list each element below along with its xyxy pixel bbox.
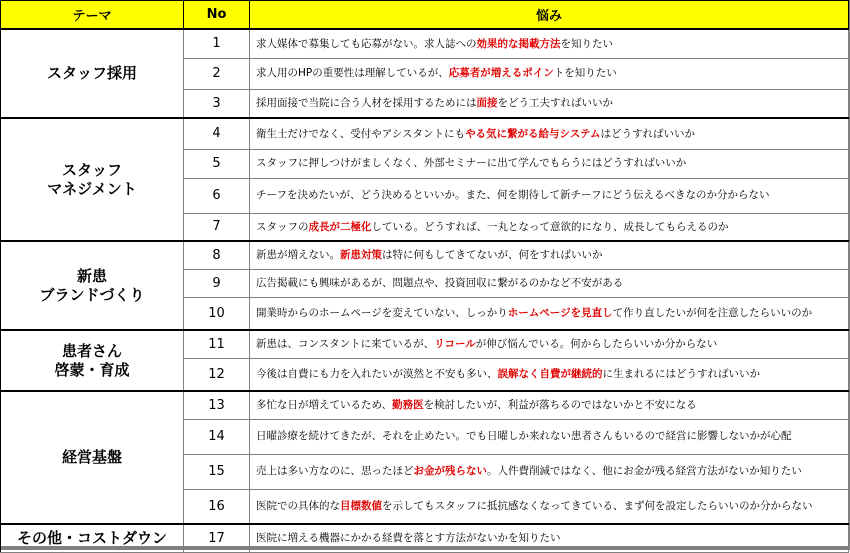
row-number: 4 <box>184 118 250 149</box>
highlight-text: 成長が二極化 <box>308 220 372 233</box>
concern-text-segment: 医院に増える機器にかかる経費を落とす方法がないかを知りたい <box>256 532 561 544</box>
concern-text <box>250 118 849 149</box>
concern-text <box>250 330 849 358</box>
concern-text-segment: を示してもスタッフに抵抗感なくなってきている、まず何を設定したらいいのか分からない <box>382 500 813 512</box>
concern-text <box>250 524 849 552</box>
concern-text-segment: スタッフの <box>256 220 309 233</box>
theme-cell: その他・コストダウン <box>1 524 184 552</box>
highlight-text: 面接 <box>476 97 498 109</box>
highlight-text: お金が残らない <box>413 465 487 478</box>
concern-text <box>250 29 849 58</box>
concern-text-segment: 医院での具体的な <box>256 500 340 512</box>
theme-cell: スタッフ採用 <box>1 29 184 118</box>
table-row <box>1 29 849 58</box>
row-number: 15 <box>184 454 250 489</box>
table-row <box>1 118 849 149</box>
concern-text-segment: している。どうすれば、一丸となって意欲的になり、成長してもらえるのか <box>371 220 729 233</box>
concern-text-segment: 新患が増えない。 <box>256 249 340 261</box>
row-number: 10 <box>184 297 250 330</box>
concern-text-segment: 多忙な日が増えているため、 <box>256 399 393 411</box>
concern-text <box>250 89 849 118</box>
highlight-text: やる気に繋がる給与システム <box>465 127 601 140</box>
highlight-text: 勤務医 <box>392 399 424 411</box>
concern-text-segment: 衛生士だけでなく、受付やアシスタントにも <box>256 127 466 140</box>
table-body <box>1 29 849 552</box>
concern-text <box>250 213 849 241</box>
concern-text-segment: 新患は、コンスタントに来ているが、 <box>256 338 435 350</box>
highlight-text: 効果的な掲載方法 <box>476 37 561 50</box>
concern-text <box>250 269 849 297</box>
header-no: No <box>184 1 250 30</box>
highlight-text: リコール <box>434 338 476 350</box>
row-number: 8 <box>184 241 250 269</box>
row-number: 13 <box>184 391 250 419</box>
header-row <box>1 1 849 30</box>
concern-text <box>250 489 849 524</box>
highlight-text: 目標数値 <box>340 500 382 512</box>
concern-text-segment: スタッフに押しつけがましくなく、外部セミナーに出て学んでもらうにはどうすればいいか <box>256 157 687 170</box>
concern-text <box>250 241 849 269</box>
theme-cell: 患者さん 啓蒙・育成 <box>1 330 184 391</box>
concern-text-segment: 。人件費削減ではなく、他にお金が残る経営方法がないか知りたい <box>487 465 802 478</box>
row-number: 12 <box>184 358 250 391</box>
concern-text <box>250 149 849 178</box>
row-number: 1 <box>184 29 250 58</box>
theme-cell: 新患 ブランドづくり <box>1 241 184 330</box>
concern-text-segment: 日曜診療を続けてきたが、それを止めたい。でも日曜しか来れない患者さんもいるので経営に影響しないかが心配 <box>256 430 792 443</box>
table-row <box>1 241 849 269</box>
header-theme: テーマ <box>1 1 184 30</box>
row-number: 17 <box>184 524 250 552</box>
concern-text <box>250 391 849 419</box>
concern-text <box>250 58 849 89</box>
theme-cell: 経営基盤 <box>1 391 184 524</box>
table-row <box>1 524 849 552</box>
concern-text-segment: に生まれるにはどうすればいいか <box>602 368 760 380</box>
concern-text-segment: トを知りたい <box>553 67 617 80</box>
row-number: 9 <box>184 269 250 297</box>
concern-text <box>250 454 849 489</box>
row-number: 16 <box>184 489 250 524</box>
concern-text-segment: をどう工夫すればいいか <box>497 97 613 109</box>
concern-text-segment: はどうすればいいか <box>600 127 696 140</box>
table-row <box>1 391 849 419</box>
concern-text-segment: 今後は自費にも力を入れたいが漠然と不安も多い、 <box>256 368 498 380</box>
row-number: 2 <box>184 58 250 89</box>
theme-cell: スタッフ マネジメント <box>1 118 184 241</box>
highlight-text: ホームページを見直し <box>507 307 613 319</box>
concern-text-segment: チーフを決めたいが、どう決めるといいか。また、何を期待して新チーフにどう伝えるべきなのか分からない <box>256 189 770 202</box>
concern-text-segment: を検討したいが、利益が落ちるのではないかと不安になる <box>423 399 697 411</box>
concern-text-segment: 求人用のHPの重要性は理解しているが、 <box>256 67 449 80</box>
highlight-text: 新患対策 <box>340 249 382 261</box>
row-number: 14 <box>184 419 250 454</box>
row-number: 3 <box>184 89 250 118</box>
concern-text-segment: 開業時からのホームページを変えていない、しっかり <box>256 307 508 319</box>
concern-text-segment: が伸び悩んでいる。何からしたらいいか分からない <box>475 338 718 350</box>
concern-text <box>250 358 849 391</box>
concern-text-segment: て作り直したいが何を注意したらいいのか <box>612 307 813 319</box>
concern-text <box>250 419 849 454</box>
header-concern: 悩み <box>250 1 849 30</box>
row-number: 5 <box>184 149 250 178</box>
concern-text-segment: 採用面接で当院に合う人材を採用するためには <box>256 97 477 109</box>
concern-text <box>250 297 849 330</box>
table-row <box>1 330 849 358</box>
row-number: 11 <box>184 330 250 358</box>
row-number: 7 <box>184 213 250 241</box>
concern-text-segment: を知りたい <box>560 37 613 50</box>
highlight-text: 応募者が増えるポイン <box>448 67 554 80</box>
concern-text-segment: は特に何もしてきてないが、何をすればいいか <box>382 249 603 261</box>
concern-text-segment: 広告掲載にも興味があるが、問題点や、投資回収に繋がるのかなど不安がある <box>256 276 624 289</box>
concern-text <box>250 178 849 213</box>
highlight-text: 誤解なく自費が継続的 <box>497 368 603 380</box>
concern-text-segment: 求人媒体で募集しても応募がない。求人誌への <box>256 37 477 50</box>
row-number: 6 <box>184 178 250 213</box>
concern-text-segment: 売上は多い方なのに、思ったほど <box>256 465 414 478</box>
